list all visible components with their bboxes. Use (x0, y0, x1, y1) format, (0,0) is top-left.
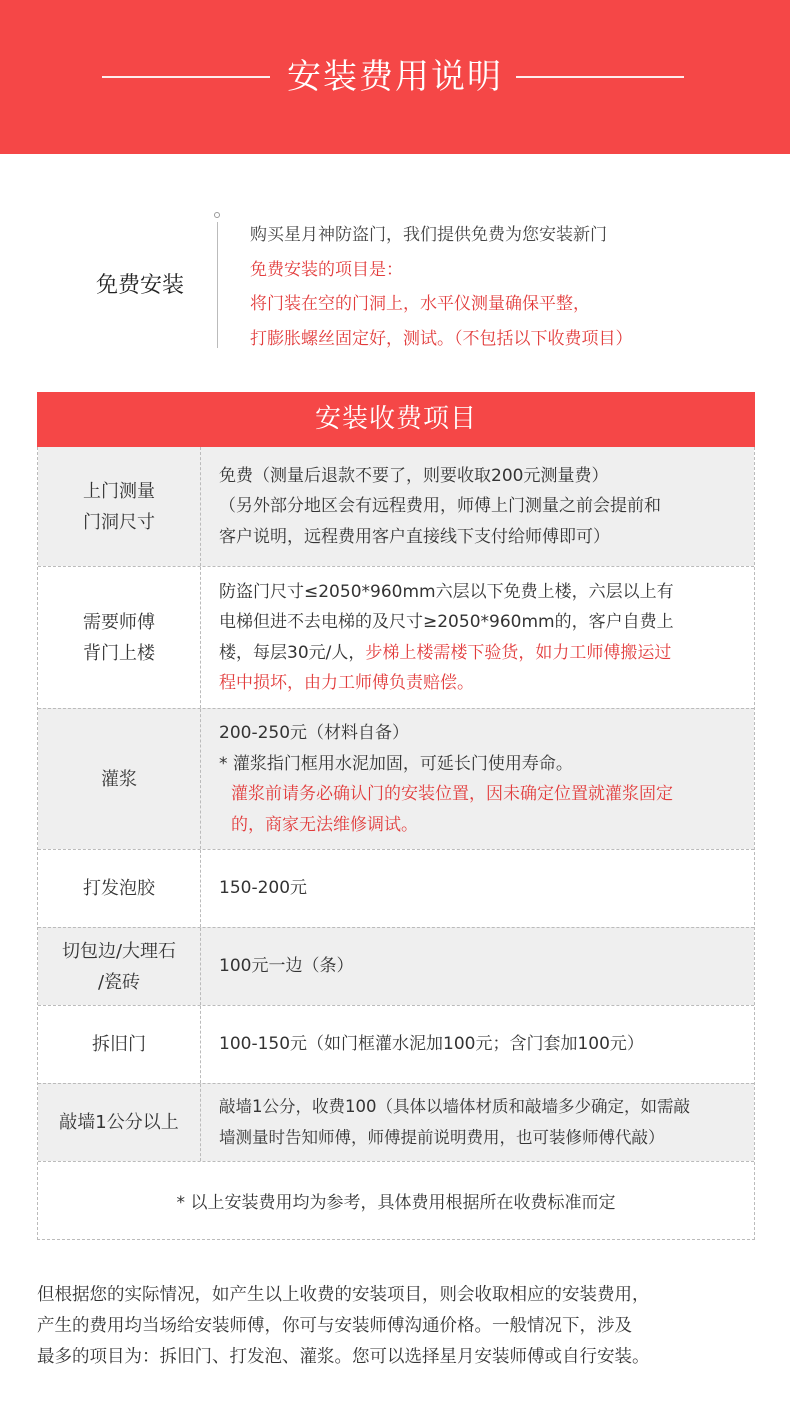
table-note-row (38, 1161, 754, 1239)
fee-table-title: 安装收费项目 (37, 392, 755, 447)
row-label-line: /瓷砖 (97, 971, 141, 993)
fee-table (37, 447, 755, 1240)
row-label-line: 拆旧门 (92, 1034, 146, 1055)
row-label (38, 709, 201, 849)
table-row (38, 566, 754, 708)
row-content (219, 1006, 746, 1083)
footer-line: 但根据您的实际情况，如产生以上收费的安装项目，则会收取相应的安装费用， (37, 1285, 650, 1305)
page-title: 安装费用说明 (287, 57, 503, 97)
row-content-line: 防盗门尺寸≤2050*960mm六层以下免费上楼，六层以上有 (219, 581, 674, 602)
row-content (219, 709, 746, 849)
row-content (219, 850, 746, 927)
row-label-line: 切包边/大理石 (61, 940, 177, 962)
table-row (38, 1083, 754, 1161)
free-install-description (250, 218, 633, 356)
row-content (219, 928, 746, 1005)
row-content-line: 100-150元（如门框灌水泥加100元；含门套加100元） (219, 1034, 644, 1055)
free-install-line: 打膨胀螺丝固定好，测试。（不包括以下收费项目） (250, 328, 633, 349)
banner-divider-right (516, 76, 684, 78)
table-note: * 以上安装费用均为参考，具体费用根据所在收费标准而定 (176, 1193, 616, 1213)
row-label (38, 928, 201, 1005)
free-install-line: 购买星月神防盗门，我们提供免费为您安装新门 (250, 225, 607, 245)
row-content (219, 1084, 746, 1161)
free-install-line: 将门装在空的门洞上，水平仪测量确保平整， (250, 294, 590, 314)
row-label-line: 上门测量 (83, 480, 155, 502)
row-label-line: 门洞尺寸 (83, 511, 155, 533)
footer-line: 产生的费用均当场给安装师傅，你可与安装师傅沟通价格。一般情况下，涉及 (37, 1316, 632, 1336)
row-label (38, 447, 201, 566)
table-row (38, 447, 754, 566)
footer-line: 最多的项目为：拆旧门、打发泡、灌浆。您可以选择星月安装师傅或自行安装。 (37, 1347, 650, 1367)
row-content-line: * 灌浆指门框用水泥加固，可延长门使用寿命。 (219, 753, 573, 774)
row-label (38, 1006, 201, 1083)
row-content-line: （另外部分地区会有远程费用，师傅上门测量之前会提前和 (219, 496, 661, 517)
free-install-label: 免费安装 (96, 273, 185, 298)
row-content-line: 100元一边（条） (219, 956, 354, 977)
table-row (38, 1005, 754, 1083)
header-banner (0, 0, 790, 154)
row-content-warning: 灌浆前请务必确认门的安装位置，因未确定位置就灌浆固定 (231, 784, 673, 804)
row-label (38, 850, 201, 927)
free-install-line: 免费安装的项目是： (250, 259, 403, 280)
row-content-line: 电梯但进不去电梯的及尺寸≥2050*960mm的，客户自费上 (219, 612, 674, 632)
row-content-warning: 的，商家无法维修调试。 (231, 814, 418, 835)
row-content-line: 客户说明，远程费用客户直接线下支付给师傅即可） (219, 526, 610, 547)
row-label-line: 打发泡胶 (83, 878, 155, 899)
row-label-line: 灌浆 (101, 768, 137, 790)
row-content-warning: 程中损坏，由力工师傅负责赔偿。 (219, 673, 474, 693)
row-content-line: 150-200元 (219, 878, 308, 899)
timeline-divider (217, 222, 218, 348)
table-row (38, 708, 754, 849)
timeline-dot-icon (214, 212, 220, 218)
row-content-line: 墙测量时告知师傅，师傅提前说明费用，也可装修师傅代敲） (219, 1127, 665, 1147)
row-content-line (219, 638, 746, 669)
row-content-text: 楼，每层30元/人， (219, 642, 366, 663)
row-content-warning: 步梯上楼需楼下验货，如力工师傅搬运过 (365, 642, 672, 663)
row-content-line: 200-250元（材料自备） (219, 723, 410, 743)
row-label (38, 1084, 201, 1161)
footer-explanation (37, 1280, 767, 1373)
row-label-line: 背门上楼 (83, 642, 155, 664)
row-content (219, 447, 746, 566)
row-label-line: 需要师傅 (83, 611, 155, 633)
row-label (38, 567, 201, 708)
table-row (38, 849, 754, 927)
row-label-line: 敲墙1公分以上 (59, 1112, 179, 1133)
table-row (38, 927, 754, 1005)
row-content (219, 567, 746, 708)
row-content-line: 免费（测量后退款不要了，则要收取200元测量费） (219, 465, 609, 486)
row-content-line: 敲墙1公分，收费100（具体以墙体材质和敲墙多少确定，如需敲 (219, 1097, 690, 1116)
